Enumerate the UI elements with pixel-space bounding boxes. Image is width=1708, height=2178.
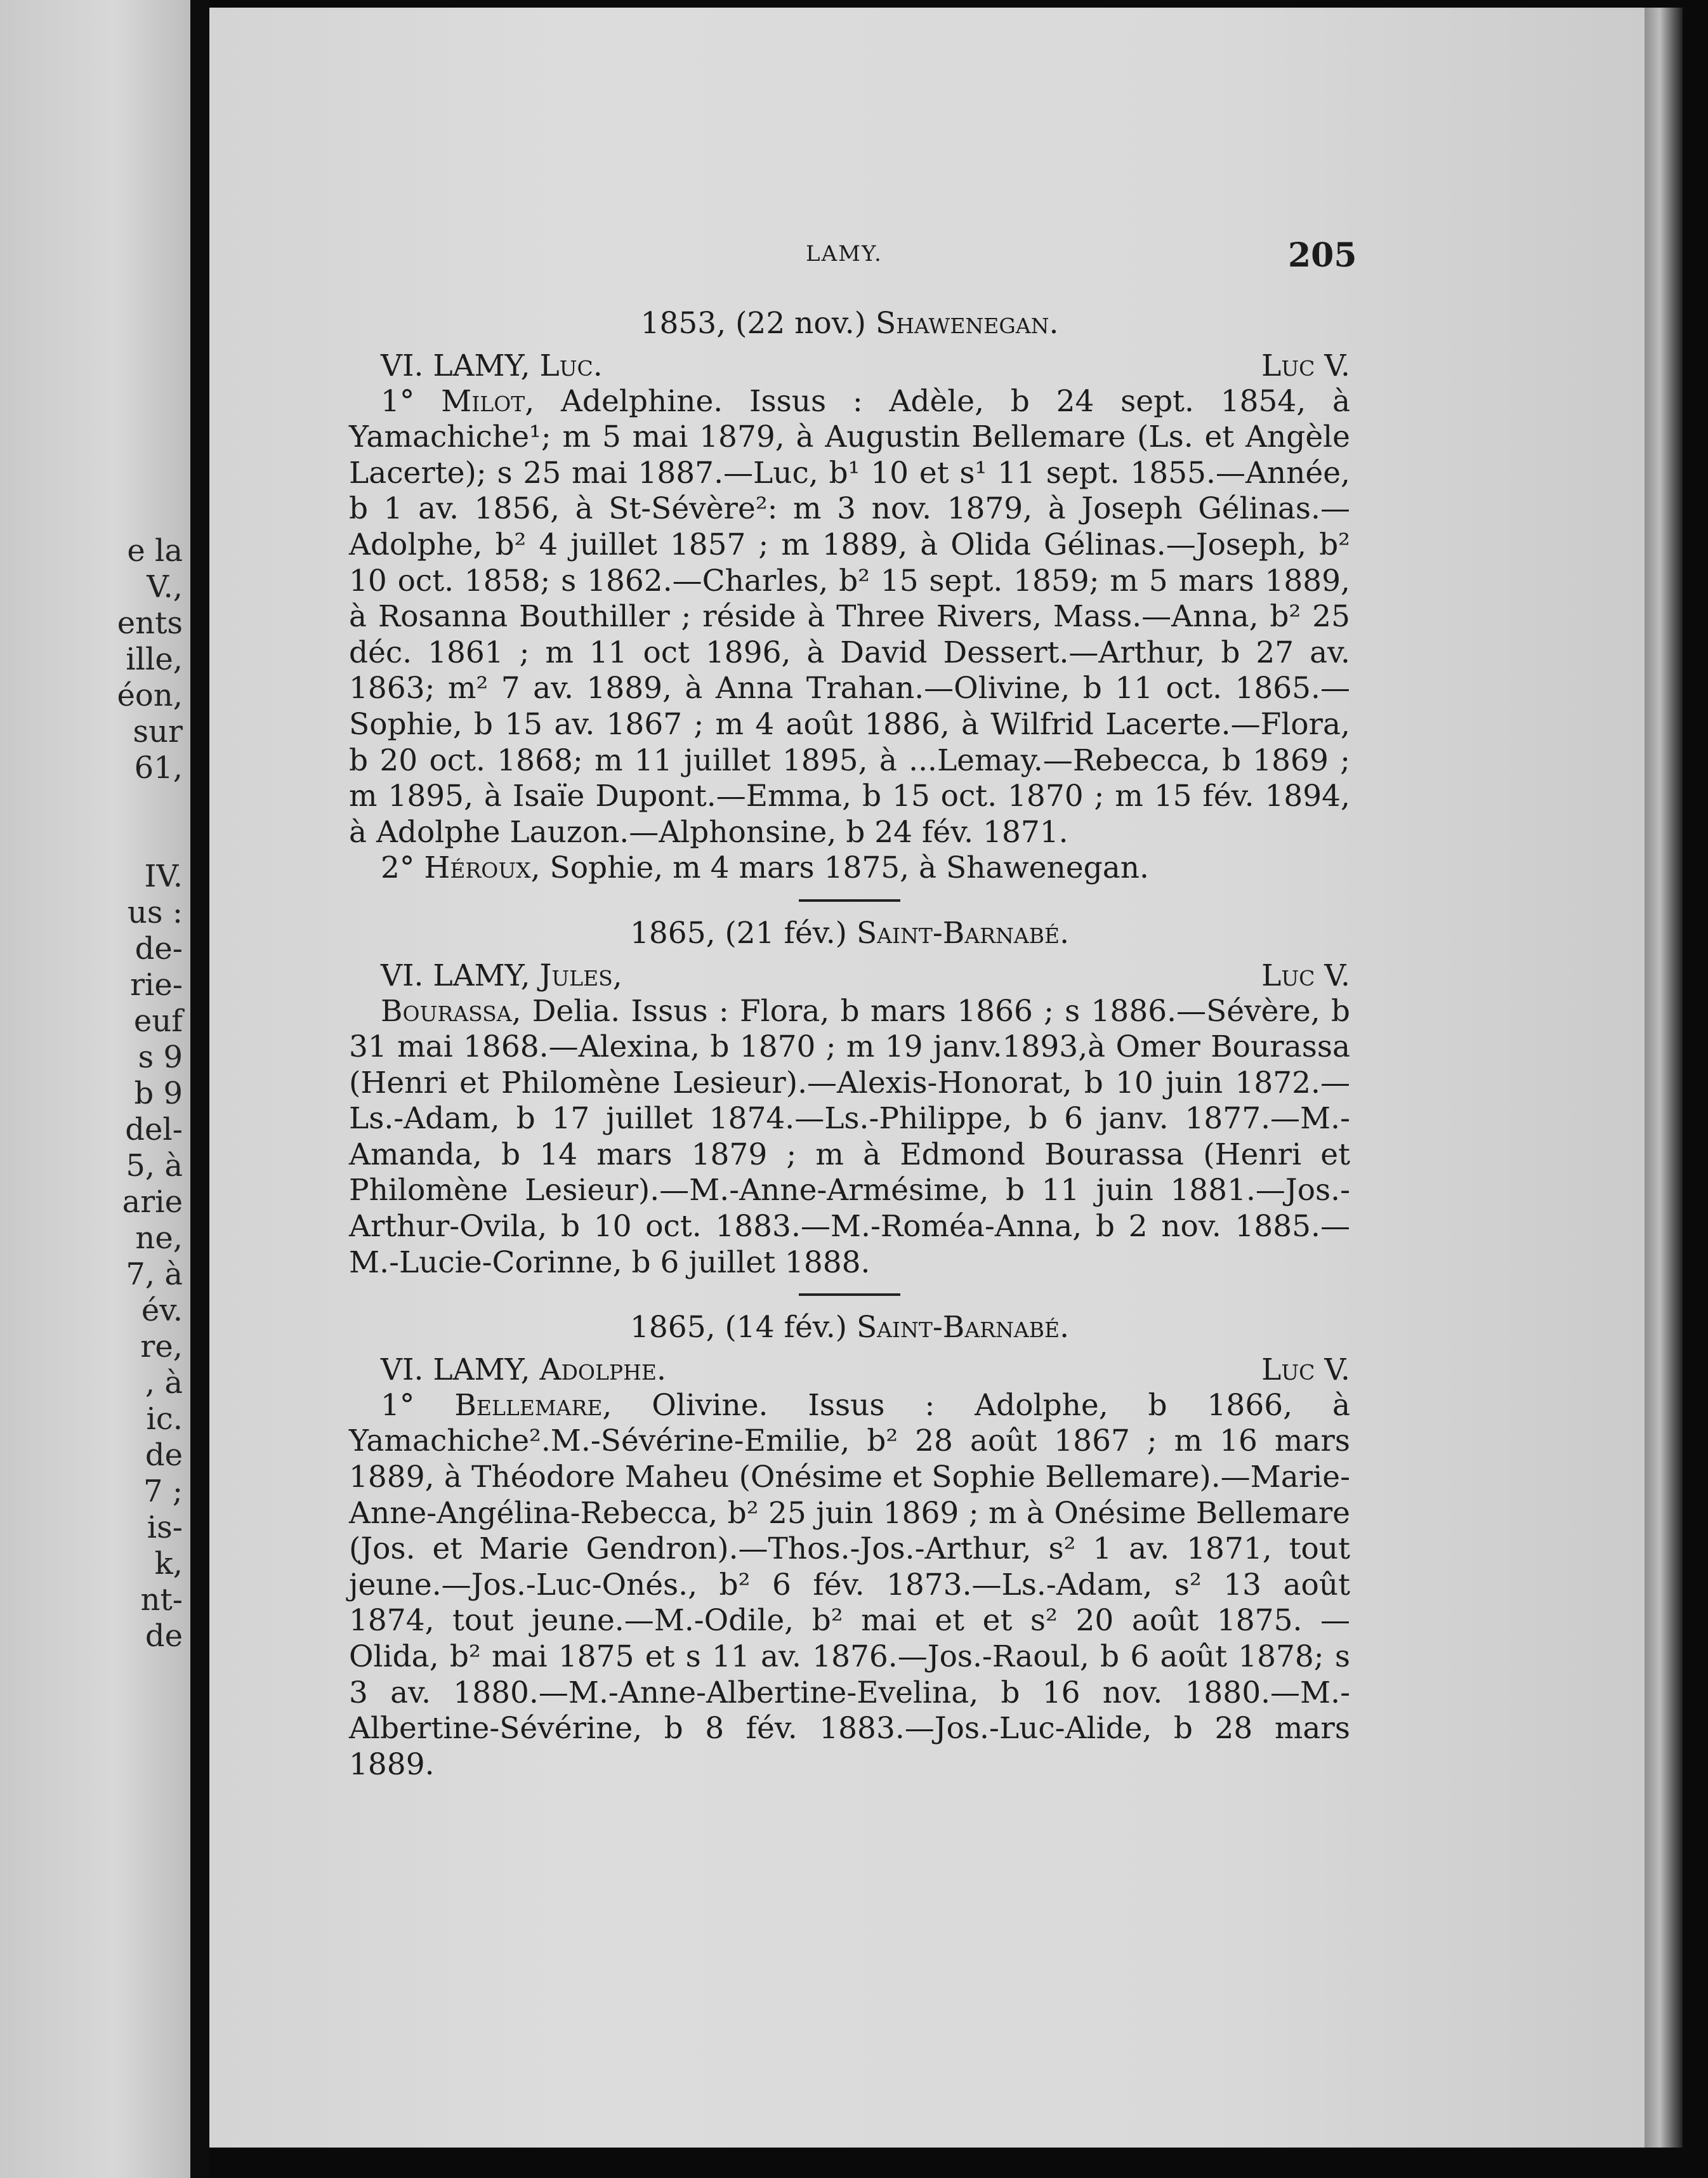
- marriage-paragraph: [349, 994, 1350, 1281]
- marriage-paragraph: [349, 384, 1350, 851]
- facing-page-text-fragment: nt-: [140, 1582, 183, 1618]
- given-name: Luc.: [539, 348, 603, 383]
- spouse-name: Bellemare: [454, 1387, 603, 1423]
- facing-page-text-fragment: ne,: [135, 1220, 183, 1256]
- facing-page-text-fragment: éon,: [117, 678, 183, 713]
- section-divider: [799, 899, 900, 902]
- facing-page-text-fragment: b 9: [134, 1076, 183, 1111]
- book-page: [209, 8, 1645, 2148]
- marriage-place: Shawenegan.: [875, 306, 1059, 341]
- facing-page-text-fragment: arie: [122, 1184, 183, 1220]
- entry-date-line: [349, 916, 1350, 952]
- given-name: Jules,: [539, 958, 622, 993]
- entry-heading: [349, 348, 1350, 384]
- section-divider: [799, 1293, 900, 1296]
- marriage-ordinal: 1°: [381, 1387, 455, 1423]
- spouse-name: Milot: [441, 383, 525, 419]
- entry-heading: [349, 1352, 1350, 1388]
- facing-page-text-fragment: k,: [154, 1546, 183, 1581]
- facing-page-text-fragment: , à: [145, 1365, 183, 1401]
- facing-page-text-fragment: ille,: [126, 642, 183, 677]
- marriage-place: Saint-Barnabé.: [856, 1310, 1070, 1345]
- book-gutter: [190, 0, 209, 2178]
- surname: VI. LAMY,: [381, 1352, 540, 1387]
- children-text: , Adelphine. Issus : Adèle, b 24 sept. 1854, à Yamachiche¹; m 5 mai 1879, à Augustin Bellemare (Ls. et Angèle Lacerte); s 25 mai 1887.—Luc, b¹ 10 et s¹ 11 sept. 1855.—Année, b 1 av. 1856, à St-Sévère²: m 3 nov. 1879, à Joseph Gélinas.—Adolphe, b² 4 juillet 1857 ; m 1889, à Olida Gélinas.—Joseph, b² 10 oct. 1858; s 1862.—Charles, b² 15 sept. 1859; m 5 mars 1889, à Rosanna Bouthiller ; réside à Three Rivers, Mass.—Anna, b² 25 déc. 1861 ; m 11 oct 1896, à David Dessert.—Arthur, b 27 av. 1863; m² 7 av. 1889, à Anna Trahan.—Olivine, b 11 oct. 1865.—Sophie, b 15 av. 1867 ; m 4 août 1886, à Wilfrid Lacerte.—Flora, b 20 oct. 1868; m 11 juillet 1895, à ...Lemay.—Rebecca, b 1869 ; m 1895, à Isaïe Dupont.—Emma, b 15 oct. 1870 ; m 15 fév. 1894, à Adolphe Lauzon.—Alphonsine, b 24 fév. 1871.: [349, 383, 1350, 850]
- entry-name: [381, 958, 622, 994]
- facing-page-text-fragment: e la: [127, 533, 183, 569]
- children-text: , Olivine. Issus : Adolphe, b 1866, à Yamachiche².M.-Sévérine-Emilie, b² 28 août 1867 ; m 16 mars 1889, à Théodore Maheu (Onésime et Sophie Bellemare).—Marie-Anne-Angélina-Rebecca, b² 25 juin 1869 ; m à Onésime Bellemare (Jos. et Marie Gendron).—Thos.-Jos.-Arthur, s² 1 av. 1871, tout jeune.—Jos.-Luc-Onés., b² 6 fév. 1873.—Ls.-Adam, s² 13 août 1874, tout jeune.—M.-Odile, b² mai et et s² 20 août 1875. — Olida, b² mai 1875 et s 11 av. 1876.—Jos.-Raoul, b 6 août 1878; s 3 av. 1880.—M.-Anne-Albertine-Evelina, b 16 nov. 1880.—M.-Albertine-Sévérine, b 8 fév. 1883.—Jos.-Luc-Alide, b 28 mars 1889.: [349, 1387, 1350, 1782]
- facing-page-text-fragment: euf: [133, 1003, 183, 1039]
- facing-page-text-fragment: 7, à: [126, 1257, 183, 1292]
- page-content: [349, 306, 1350, 1783]
- facing-page-text-fragment: év.: [141, 1293, 183, 1328]
- genealogy-entry: [349, 1310, 1350, 1783]
- marriage-ordinal: 1°: [381, 383, 442, 419]
- father-ref: Luc V.: [1261, 1352, 1350, 1387]
- entry-heading: [349, 958, 1350, 994]
- entry-name: [381, 348, 603, 385]
- marriage-paragraph: [349, 850, 1350, 887]
- given-name: Adolphe.: [539, 1352, 666, 1387]
- children-text: , Delia. Issus : Flora, b mars 1866 ; s 1886.—Sévère, b 31 mai 1868.—Alexina, b 1870 ; m 19 janv.1893,à Omer Bourassa (Henri et Philomène Lesieur).—Alexis-Honorat, b 10 juin 1872.—Ls.-Adam, b 17 juillet 1874.—Ls.-Philippe, b 6 janv. 1877.—M.-Amanda, b 14 mars 1879 ; m à Edmond Bourassa (Henri et Philomène Lesieur).—M.-Anne-Armésime, b 11 juin 1881.—Jos.-Arthur-Ovila, b 10 oct. 1883.—M.-Roméa-Anna, b 2 nov. 1885.—M.-Lucie-Corinne, b 6 juillet 1888.: [349, 993, 1350, 1280]
- facing-page-text-fragment: de-: [135, 931, 183, 967]
- facing-page-text-fragment: ents: [117, 605, 183, 641]
- marriage-text: , Sophie, m 4 mars 1875, à Shawenegan.: [530, 850, 1149, 886]
- genealogy-entry: [349, 916, 1350, 1281]
- marriage-paragraph: [349, 1388, 1350, 1783]
- page-edge: [1645, 8, 1683, 2148]
- marriage-date: 1865, (21 fév.): [629, 915, 857, 951]
- facing-page-text-fragment: ic.: [146, 1401, 183, 1437]
- marriage-date: 1865, (14 fév.): [629, 1310, 857, 1345]
- marriage-date: 1853, (22 nov.): [640, 306, 876, 341]
- facing-page-text-fragment: is-: [147, 1510, 183, 1545]
- facing-page-text-fragment: del-: [125, 1112, 183, 1147]
- page-number: 205: [1288, 236, 1357, 275]
- facing-page-text-fragment: 5, à: [126, 1148, 183, 1184]
- facing-page-text-fragment: us :: [128, 895, 183, 930]
- running-title: LAMY.: [806, 241, 883, 267]
- facing-page-text-fragment: V.,: [147, 569, 183, 605]
- facing-page-text-fragment: rie-: [130, 967, 183, 1003]
- facing-page-text-fragment: de: [145, 1437, 183, 1473]
- facing-page-text-fragment: 61,: [134, 750, 183, 786]
- spouse-name: Héroux: [424, 850, 531, 886]
- facing-page-text-fragment: de: [145, 1618, 183, 1654]
- spouse-name: Bourassa: [381, 993, 512, 1029]
- facing-page-text-fragment: 7 ;: [143, 1474, 183, 1509]
- entry-date-line: [349, 1310, 1350, 1346]
- father-ref: Luc V.: [1261, 958, 1350, 993]
- genealogy-entry: [349, 306, 1350, 887]
- facing-page-fragment: [0, 0, 190, 2178]
- surname: VI. LAMY,: [381, 958, 540, 993]
- facing-page-text-fragment: re,: [140, 1329, 183, 1364]
- entry-name: [381, 1352, 666, 1389]
- entry-date-line: [349, 306, 1350, 342]
- running-head: [209, 236, 1357, 275]
- facing-page-text-fragment: IV.: [144, 859, 183, 894]
- surname: VI. LAMY,: [381, 348, 540, 383]
- marriage-place: Saint-Barnabé.: [856, 915, 1070, 951]
- marriage-ordinal: 2°: [381, 850, 424, 886]
- father-ref: Luc V.: [1261, 348, 1350, 383]
- facing-page-text-fragment: s 9: [138, 1040, 183, 1075]
- facing-page-text-fragment: sur: [133, 714, 183, 749]
